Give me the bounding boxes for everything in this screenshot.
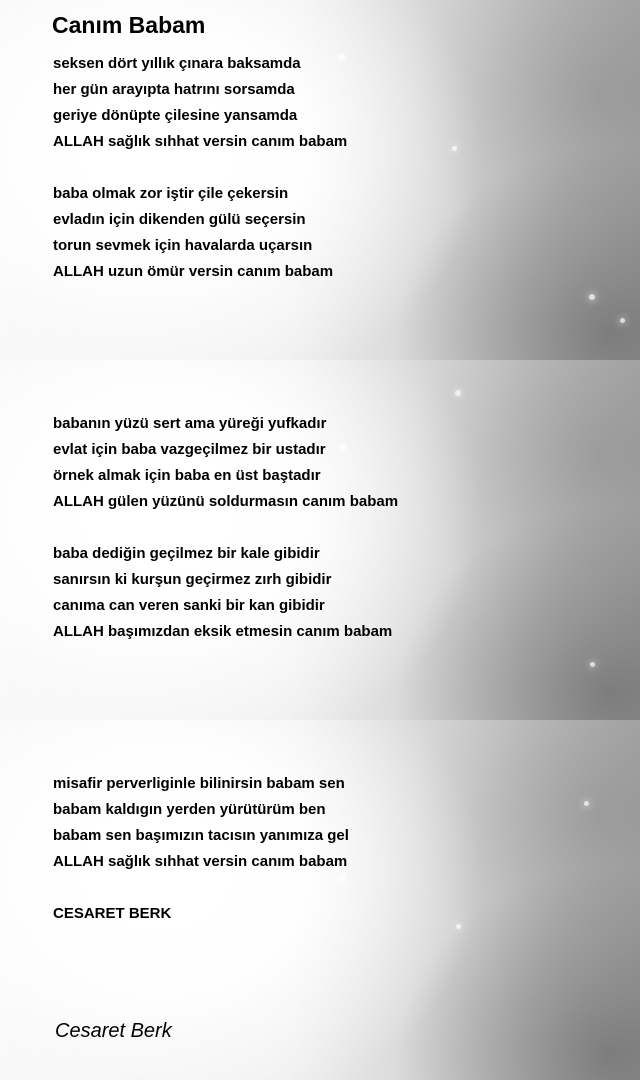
poem-stanza-4 <box>53 541 392 645</box>
poem-line: geriye dönüpte çilesine yansamda <box>53 107 298 124</box>
poem-stanza-3 <box>53 411 398 515</box>
poem-line: evladın için dikenden gülü seçersin <box>53 211 306 228</box>
poem-title: Canım Babam <box>52 12 206 38</box>
poem-line: babam kaldıgın yerden yürütürüm ben <box>53 801 326 818</box>
poem-line: torun sevmek için havalarda uçarsın <box>53 237 313 254</box>
poem-panel-3 <box>0 720 640 1080</box>
bokeh-light <box>590 662 595 667</box>
poem-author: CESARET BERK <box>53 905 172 922</box>
poem-line: evlat için baba vazgeçilmez bir ustadır <box>53 441 326 458</box>
poem-line: sanırsın ki kurşun geçirmez zırh gibidir <box>53 571 332 588</box>
poem-line: ALLAH sağlık sıhhat versin canım babam <box>53 853 348 870</box>
bokeh-light <box>620 318 625 323</box>
poem-line: misafir perverliginle bilinirsin babam sen <box>53 775 345 792</box>
poem-stanza-5 <box>53 771 349 875</box>
bokeh-light <box>589 294 595 300</box>
bokeh-light <box>455 390 461 396</box>
poem-stanza-1 <box>53 51 347 155</box>
bokeh-light <box>456 924 461 929</box>
poem-line: ALLAH uzun ömür versin canım babam <box>53 263 334 280</box>
bokeh-light <box>452 146 457 151</box>
poet-signature: Cesaret Berk <box>55 1020 172 1042</box>
poem-stanza-2 <box>53 181 333 285</box>
poem-line: babanın yüzü sert ama yüreği yufkadır <box>53 415 327 432</box>
poem-line: her gün arayıpta hatrını sorsamda <box>53 81 295 98</box>
poem-author-line <box>53 901 171 927</box>
poem-line: ALLAH sağlık sıhhat versin canım babam <box>53 133 348 150</box>
poem-line: baba olmak zor iştir çile çekersin <box>53 185 289 202</box>
poem-line: seksen dört yıllık çınara baksamda <box>53 55 301 72</box>
poem-panel-2 <box>0 360 640 720</box>
poem-line: canıma can veren sanki bir kan gibidir <box>53 597 325 614</box>
poem-line: örnek almak için baba en üst baştadır <box>53 467 321 484</box>
bokeh-light <box>339 874 346 881</box>
poem-line: babam sen başımızın tacısın yanımıza gel <box>53 827 349 844</box>
poem-line: baba dediğin geçilmez bir kale gibidir <box>53 545 320 562</box>
poem-line: ALLAH başımızdan eksik etmesin canım babam <box>53 623 393 640</box>
poem-panel-1 <box>0 0 640 360</box>
poem-line: ALLAH gülen yüzünü soldurmasın canım babam <box>53 493 399 510</box>
bokeh-light <box>584 801 589 806</box>
